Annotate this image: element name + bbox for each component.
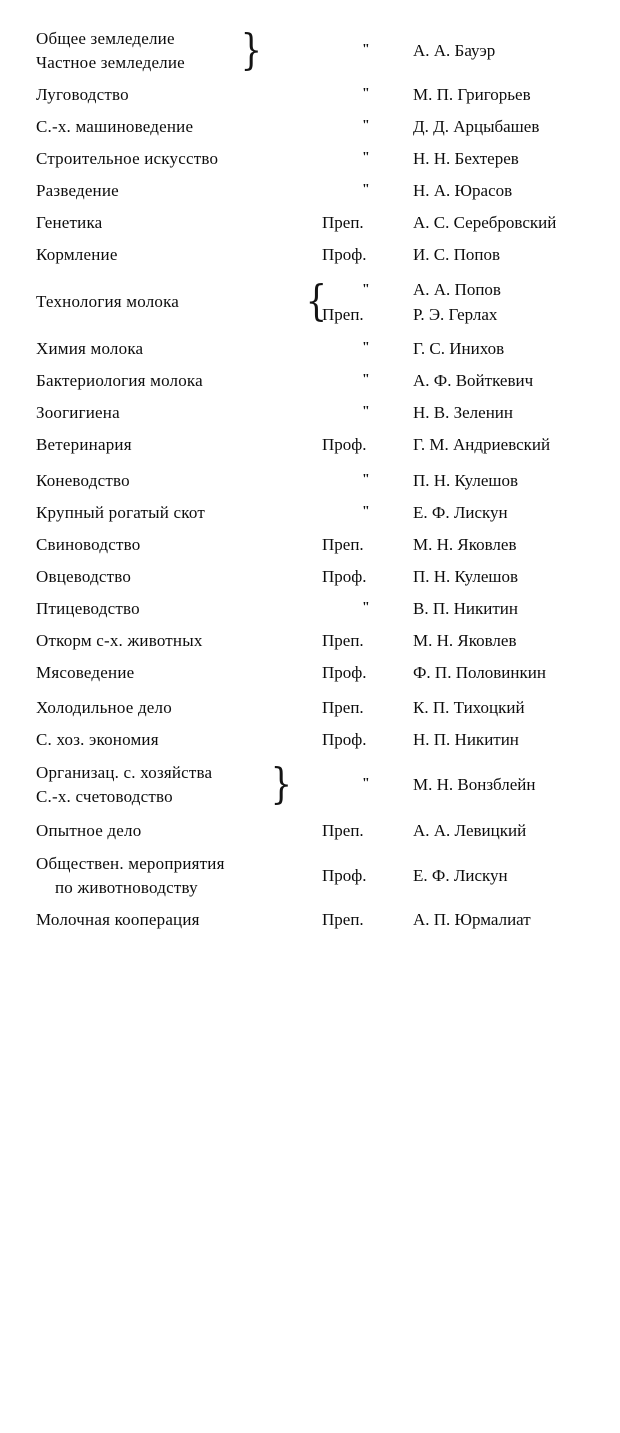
subject-text: Обществен. мероприятия	[36, 853, 225, 873]
subject-cell	[36, 819, 316, 843]
ditto-mark: "	[362, 775, 369, 791]
ditto-mark: "	[362, 504, 369, 519]
subject-cell	[36, 147, 316, 171]
instructor-name: А. А. Левицкий	[413, 821, 527, 840]
instructor-name: П. Н. Кулешов	[413, 567, 519, 586]
name-line	[413, 302, 606, 327]
table-row	[36, 143, 606, 175]
name-cell	[407, 401, 606, 425]
name-cell	[407, 39, 606, 63]
table-row	[36, 692, 606, 724]
table-row	[36, 593, 606, 625]
instructor-name: В. П. Никитин	[413, 599, 518, 618]
brace-left-icon: {	[305, 276, 328, 326]
subject-text: Ветеринария	[36, 435, 132, 454]
subject-text: Генетика	[36, 213, 103, 232]
rank-label: Проф.	[322, 567, 367, 586]
subject-cell	[36, 401, 316, 425]
name-cell	[407, 211, 606, 235]
name-cell	[407, 773, 606, 797]
subject-text: Коневодство	[36, 471, 130, 490]
subject-text: Кормление	[36, 245, 118, 264]
subject-cell	[36, 290, 316, 314]
subject-text: Луговодство	[36, 85, 129, 104]
ditto-mark: "	[362, 118, 369, 133]
name-cell	[407, 661, 606, 685]
subject-cell	[36, 908, 316, 932]
name-line	[413, 277, 606, 302]
name-cell	[407, 469, 606, 493]
instructor-name: П. Н. Кулешов	[413, 471, 519, 490]
rank-cell	[316, 533, 407, 557]
subject-text: Опытное дело	[36, 821, 142, 840]
rank-cell	[316, 728, 407, 752]
rank-cell	[316, 38, 407, 64]
instructor-name: И. С. Попов	[413, 245, 501, 264]
subject-text: Химия молока	[36, 339, 144, 358]
subject-cell	[36, 337, 316, 361]
rank-cell	[316, 772, 407, 798]
subject-cell	[36, 728, 316, 752]
subject-text: Птицеводство	[36, 599, 140, 618]
table-row	[36, 79, 606, 111]
rank-label: Преп.	[322, 910, 364, 929]
rank-cell	[316, 82, 407, 108]
subject-cell	[36, 179, 316, 203]
subject-text: Разведение	[36, 181, 119, 200]
name-cell	[407, 83, 606, 107]
rank-cell	[316, 661, 407, 685]
instructor-name: Ф. П. Половинкин	[413, 663, 546, 682]
ditto-mark: "	[362, 340, 369, 355]
instructor-name: Г. М. Андриевский	[413, 435, 551, 454]
ditto-mark: "	[362, 404, 369, 419]
name-cell	[407, 115, 606, 139]
name-cell	[407, 337, 606, 361]
instructor-name: А. П. Юрмалиат	[413, 910, 531, 929]
rank-cell	[316, 468, 407, 494]
subject-text: Бактериология молока	[36, 371, 203, 390]
name-cell	[407, 147, 606, 171]
subject-text: Мясоведение	[36, 663, 135, 682]
subject-text: Молочная кооперация	[36, 910, 200, 929]
instructor-name: Н. В. Зеленин	[413, 403, 513, 422]
ditto-mark: "	[362, 600, 369, 615]
name-cell	[407, 728, 606, 752]
table-row	[36, 724, 606, 756]
instructor-name: Е. Ф. Лискун	[413, 503, 508, 522]
instructor-name: Е. Ф. Лискун	[413, 865, 508, 885]
rank-cell	[316, 433, 407, 457]
rank-cell	[316, 908, 407, 932]
ditto-mark: "	[362, 41, 369, 57]
ditto-mark: "	[362, 182, 369, 197]
instructor-name: Д. Д. Арцыбашев	[413, 117, 540, 136]
table-row	[36, 657, 606, 689]
rank-cell	[316, 114, 407, 140]
table-row	[36, 429, 606, 461]
subject-text: Строительное искусство	[36, 149, 219, 168]
subject-cell	[36, 501, 316, 525]
ditto-mark: "	[362, 472, 369, 487]
name-cell	[407, 243, 606, 267]
subject-text: по животноводству	[55, 877, 198, 897]
rank-cell	[316, 211, 407, 235]
subject-cell	[36, 83, 316, 107]
name-cell	[407, 533, 606, 557]
table-row	[36, 111, 606, 143]
name-cell	[407, 597, 606, 621]
instructor-name: К. П. Тихоцкий	[413, 698, 525, 717]
rank-cell	[316, 864, 407, 888]
subject-cell	[36, 243, 316, 267]
table-row	[36, 175, 606, 207]
name-cell	[407, 864, 606, 888]
name-cell	[407, 908, 606, 932]
rank-label: Преп.	[322, 213, 364, 232]
subject-text: Общее земледелие	[36, 28, 175, 48]
name-cell	[407, 277, 606, 327]
faculty-table	[36, 22, 606, 936]
name-cell	[407, 565, 606, 589]
ditto-mark: "	[362, 150, 369, 165]
table-row	[36, 465, 606, 497]
subject-text: Крупный рогатый скот	[36, 503, 206, 522]
subject-cell	[36, 433, 316, 457]
subject-cell	[36, 696, 316, 720]
subject-text: Откорм с-х. животных	[36, 631, 203, 650]
subject-text: С.-х. машиноведение	[36, 117, 194, 136]
subject-cell	[36, 211, 316, 235]
name-cell	[407, 819, 606, 843]
subject-cell	[36, 533, 316, 557]
instructor-name: М. Н. Яковлев	[413, 631, 517, 650]
rank-label: Преп.	[322, 631, 364, 650]
rank-cell	[316, 336, 407, 362]
instructor-name: А. С. Серебровский	[413, 213, 557, 232]
subject-cell	[36, 661, 316, 685]
table-row	[36, 756, 606, 813]
instructor-name: А. А. Бауэр	[413, 40, 496, 60]
rank-cell	[316, 696, 407, 720]
table-row	[36, 333, 606, 365]
rank-line	[322, 302, 407, 327]
ditto-mark: "	[362, 86, 369, 101]
subject-cell	[36, 852, 316, 900]
name-cell	[407, 433, 606, 457]
rank-label: Преп.	[322, 535, 364, 554]
table-row	[36, 239, 606, 271]
rank-cell	[316, 596, 407, 622]
rank-cell	[316, 629, 407, 653]
table-row	[36, 561, 606, 593]
subject-cell	[36, 597, 316, 621]
name-cell	[407, 179, 606, 203]
table-row	[36, 815, 606, 847]
table-row	[36, 207, 606, 239]
instructor-name: Н. А. Юрасов	[413, 181, 513, 200]
name-cell	[407, 369, 606, 393]
brace-right-icon: }	[240, 24, 263, 74]
table-row	[36, 22, 606, 79]
subject-text: С.-х. счетоводство	[36, 786, 173, 806]
rank-line	[322, 277, 407, 302]
rank-cell	[316, 500, 407, 526]
instructor-name: А. А. Попов	[413, 280, 501, 299]
rank-label: Проф.	[322, 435, 367, 454]
subject-cell	[36, 469, 316, 493]
subject-text: Свиноводство	[36, 535, 141, 554]
instructor-name: М. П. Григорьев	[413, 85, 531, 104]
instructor-name: М. Н. Вонзблейн	[413, 774, 536, 794]
rank-cell	[316, 565, 407, 589]
rank-cell	[316, 277, 407, 327]
instructor-name: Н. Н. Бехтерев	[413, 149, 519, 168]
rank-label: Преп.	[322, 305, 364, 324]
subject-text: Организац. с. хозяйства	[36, 762, 213, 782]
table-row	[36, 625, 606, 657]
name-cell	[407, 501, 606, 525]
subject-text: Частное земледелие	[36, 52, 185, 72]
rank-label: Преп.	[322, 698, 364, 717]
instructor-name: Г. С. Инихов	[413, 339, 505, 358]
rank-label: Проф.	[322, 730, 367, 749]
instructor-name: М. Н. Яковлев	[413, 535, 517, 554]
rank-label: Проф.	[322, 245, 367, 264]
subject-cell	[36, 565, 316, 589]
rank-cell	[316, 368, 407, 394]
rank-cell	[316, 243, 407, 267]
table-row	[36, 847, 606, 904]
subject-text: Зоогигиена	[36, 403, 120, 422]
table-row	[36, 365, 606, 397]
name-cell	[407, 629, 606, 653]
rank-label: Проф.	[322, 865, 367, 885]
instructor-name: Р. Э. Герлах	[413, 305, 498, 324]
ditto-mark: "	[362, 282, 369, 297]
table-row	[36, 497, 606, 529]
subject-text: Холодильное дело	[36, 698, 172, 717]
subject-cell	[36, 629, 316, 653]
rank-cell	[316, 146, 407, 172]
table-row	[36, 397, 606, 429]
table-row	[36, 271, 606, 333]
rank-cell	[316, 819, 407, 843]
subject-text: С. хоз. экономия	[36, 730, 159, 749]
table-row	[36, 529, 606, 561]
rank-label: Проф.	[322, 663, 367, 682]
brace-right-icon: }	[270, 758, 293, 808]
ditto-mark: "	[362, 372, 369, 387]
rank-cell	[316, 400, 407, 426]
subject-text: Овцеводство	[36, 567, 132, 586]
subject-cell	[36, 115, 316, 139]
rank-label: Преп.	[322, 821, 364, 840]
instructor-name: А. Ф. Войткевич	[413, 371, 534, 390]
rank-cell	[316, 178, 407, 204]
subject-cell	[36, 24, 316, 75]
table-row	[36, 904, 606, 936]
instructor-name: Н. П. Никитин	[413, 730, 519, 749]
subject-text: Технология молока	[36, 292, 180, 311]
subject-cell	[36, 369, 316, 393]
name-cell	[407, 696, 606, 720]
